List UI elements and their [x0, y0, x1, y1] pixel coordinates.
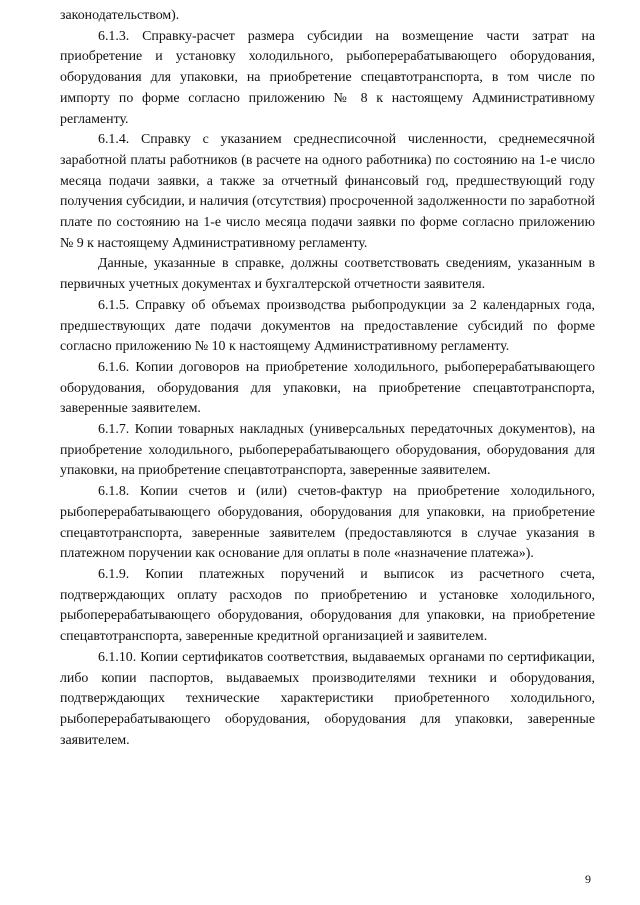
paragraph-6-1-3: 6.1.3. Справку-расчет размера субсидии на возмещение части затрат на приобретение и установку холодильного, рыбоперерабатывающего оборудования, оборудования для упаковки, на приобретение спецавтотранспорта, в том числе по импорту по форме согласно приложению № 8 к настоящему Административному регламенту.	[60, 28, 595, 127]
paragraph-continuation: законодательством).	[60, 8, 180, 23]
paragraph-data-note: Данные, указанные в справке, должны соответствовать сведениям, указанным в первичных учетных документах и бухгалтерской отчетности заявителя.	[60, 256, 595, 293]
document-page	[60, 6, 595, 751]
paragraph-6-1-6: 6.1.6. Копии договоров на приобретение холодильного, рыбоперерабатывающего оборудования, оборудования для упаковки, на приобретение спецавтотранспорта, заверенные заявителем.	[60, 359, 595, 417]
paragraph-6-1-4: 6.1.4. Справку с указанием среднесписочной численности, среднемесячной заработной платы работников (в расчете на одного работника) по состоянию на 1-е число месяца подачи заявки, а также за отчетный финансовый год, предшествующий году получения субсидии, и наличия (отсутствия) просроченной задолженности по заработной плате по состоянию на 1-е число месяца подачи заявки по форме согласно приложению № 9 к настоящему Административному регламенту.	[60, 132, 595, 251]
paragraph-6-1-8: 6.1.8. Копии счетов и (или) счетов-фактур на приобретение холодильного, рыбоперерабатывающего оборудования, оборудования для упаковки, на приобретение спецавтотранспорта, заверенные заявителем (предоставляются в случае указания в платежном поручении как основание для оплаты в поле «назначение платежа»).	[60, 484, 595, 562]
paragraph-6-1-10: 6.1.10. Копии сертификатов соответствия, выдаваемых органами по сертификации, либо копии паспортов, выдаваемых производителями техники и оборудования, подтверждающих технические характеристики приобретенного холодильного, рыбоперерабатывающего оборудования, оборудования для упаковки, заверенные заявителем.	[60, 649, 595, 748]
page-number: 9	[585, 872, 591, 886]
paragraph-6-1-9: 6.1.9. Копии платежных поручений и выписок из расчетного счета, подтверждающих оплату расходов по приобретению и установке холодильного, рыбоперерабатывающего оборудования, оборудования для упаковки, на приобретение спецавтотранспорта, заверенные кредитной организацией и заявителем.	[60, 566, 595, 645]
paragraph-6-1-7: 6.1.7. Копии товарных накладных (универсальных передаточных документов), на приобретение холодильного, рыбоперерабатывающего оборудования, оборудования для упаковки, на приобретение спецавтотранспорта, заверенные заявителем.	[60, 422, 595, 479]
paragraph-6-1-5: 6.1.5. Справку об объемах производства рыбопродукции за 2 календарных года, предшествующих дате подачи документов на предоставление субсидий по форме согласно приложению № 10 к настоящему Административному регламенту.	[60, 297, 595, 355]
